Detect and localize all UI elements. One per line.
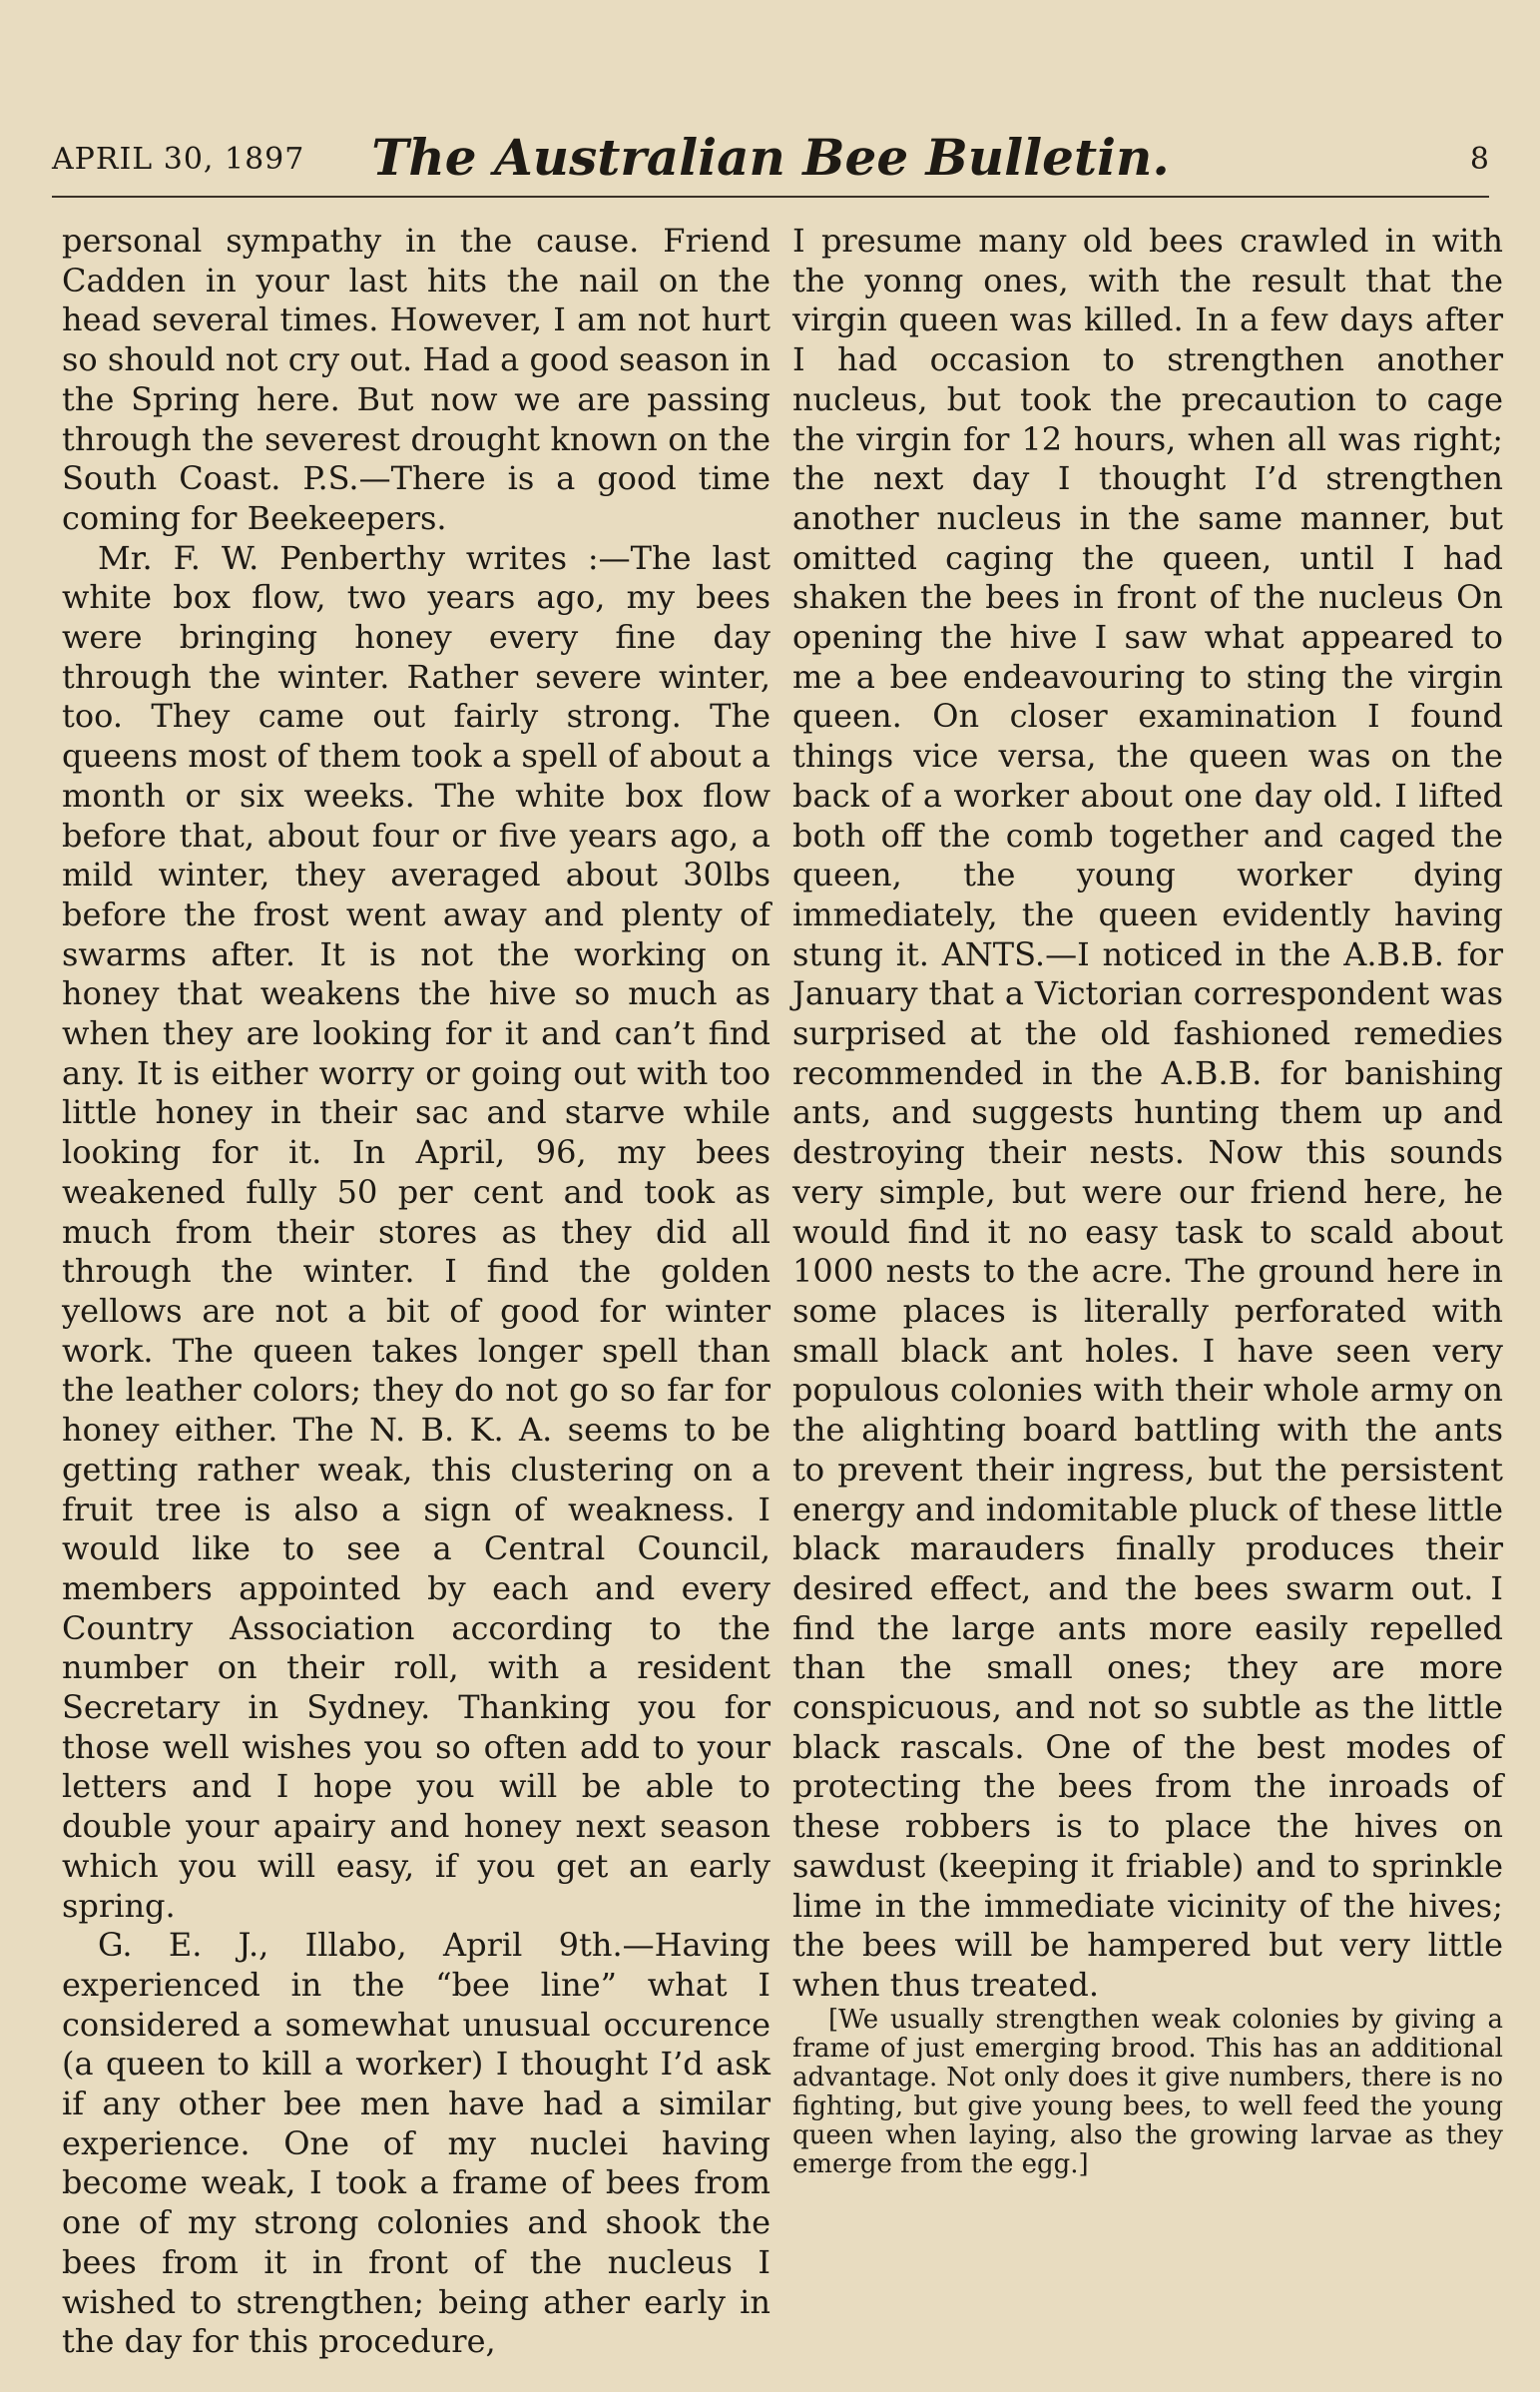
header-rule (52, 196, 1489, 198)
left-column (62, 222, 770, 2362)
running-header (52, 128, 1489, 198)
paragraph-cadden-letter: personal sympathy in the cause. Friend Cadden in your last hits the nail on the head several times. However, I am not hurt so should not cry out. Had a good season in the Spring here. But now we are passing through the severest drought known on the South Coast. P.S.—There is a good time coming for Beekeepers. (62, 222, 770, 537)
right-column (792, 222, 1503, 2179)
paragraph-queen-and-ants: I presume many old bees crawled in with the yonng ones, with the result that the virgin queen was killed. In a few days after I had occasion to strengthen another nucleus, but took the precaution to cage the virgin for 12 hours, when all was right; the next day I thought I’d strengthen another nucleus in the same manner, but omitted caging the queen, until I had shaken the bees in front of the nucleus On opening the hive I saw what appeared to me a bee endeavouring to sting the virgin queen. On closer examination I found things vice versa, the queen was on the back of a worker about one day old. I lifted both off the comb together and caged the queen, the young worker dying immediately, the queen evidently having stung it. ANTS.—I noticed in the A.B.B. for January that a Victorian correspondent was surprised at the old fashioned remedies recommended in the A.B.B. for banishing ants, and suggests hunting them up and destroying their nests. Now this sounds very simple, but were our friend here, he would find it no easy task to scald about 1000 nests to the acre. The ground here in some places is literally perforated with small black ant holes. I have seen very populous colonies with their whole army on the alighting board battling with the ants to prevent their ingress, but the persistent energy and indomitable pluck of these little black marauders finally produces their desired effect, and the bees swarm out. I find the large ants more easily repelled than the small ones; they are more conspicuous, and not so subtle as the little black rascals. One of the best modes of protecting the bees from the inroads of these robbers is to place the hives on sawdust (keeping it friable) and to sprinkle lime in the immediate vicinity of the hives; the bees will be hampered but very little when thus treated. (792, 222, 1503, 2004)
editor-note: [We usually strengthen weak colonies by giving a frame of just emerging brood. This has an additional advantage. Not only does it give numbers, there is no fighting, but give young bees, to well feed the young queen when laying, also the growing larvae as they emerge from the egg.] (792, 2004, 1503, 2179)
header-date: APRIL 30, 1897 (52, 142, 305, 177)
paragraph-penberthy-letter: Mr. F. W. Penberthy writes :—The last white box flow, two years ago, my bees were bringing honey every fine day through the winter. Rather severe winter, too. They came out fairly strong. The queens most of them took a spell of about a month or six weeks. The white box flow before that, about four or five years ago, a mild winter, they averaged about 30lbs before the frost went away and plenty of swarms after. It is not the working on honey that weakens the hive so much as when they are looking for it and can’t find any. It is either worry or going out with too little honey in their sac and starve while looking for it. In April, 96, my bees weakened fully 50 per cent and took as much from their stores as they did all through the winter. I find the golden yellows are not a bit of good for winter work. The queen takes longer spell than the leather colors; they do not go so far for honey either. The N. B. K. A. seems to be getting rather weak, this clustering on a fruit tree is also a sign of weakness. I would like to see a Central Council, members appointed by each and every Country Association according to the number on their roll, with a resident Secretary in Sydney. Thanking you for those well wishes you so often add to your letters and I hope you will be able to double your apairy and honey next season which you will easy, if you get an early spring. (62, 538, 770, 1925)
paragraph-gej-letter: G. E. J., Illabo, April 9th.—Having experienced in the “bee line” what I considered a somewhat unusual occurence (a queen to kill a worker) I thought I’d ask if any other bee men have had a similar experience. One of my nuclei having become weak, I took a frame of bees from one of my strong colonies and shook the bees from it in front of the nucleus I wished to strengthen; being ather early in the day for this procedure, (62, 1926, 770, 2361)
page-number: 8 (1469, 142, 1489, 177)
header-title: The Australian Bee Bulletin. (371, 128, 1170, 187)
